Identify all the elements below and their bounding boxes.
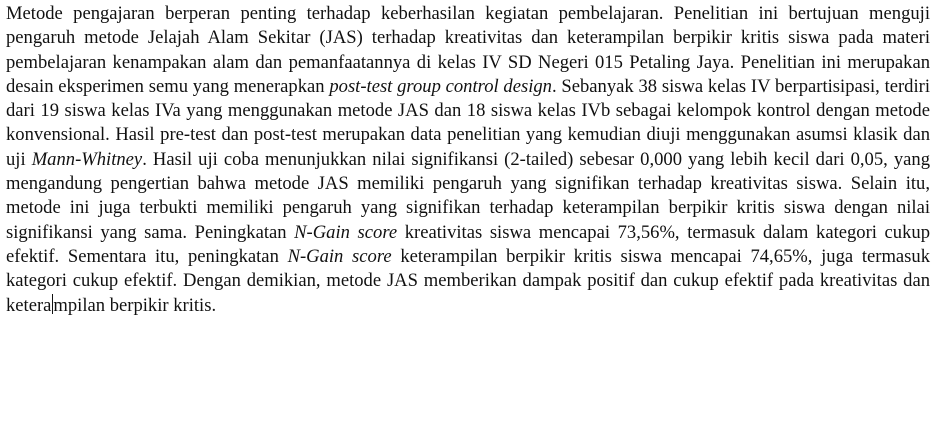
abstract-text: keterampilan berpikir kritis siswa mencapai 74,65%, juga termasuk kategori cukup efektif. Dengan demikian, metode JAS memberikan dampak positif dan cukup efektif pada kreativitas dan ketera bbox=[6, 245, 930, 316]
abstract-italic-term: N-Gain score bbox=[294, 221, 398, 243]
abstract-italic-term: post-test group control design bbox=[329, 75, 552, 97]
abstract-text: kreativitas siswa mencapai 73,56%, termasuk dalam kategori cukup efektif. Sementara itu, peningkatan bbox=[6, 221, 930, 267]
abstract-text: Metode pengajaran berperan penting terhadap keberhasilan kegiatan pembelajaran. Penelitian ini bertujuan menguji pengaruh metode Jelajah Alam Sekitar (JAS) terhadap kreativitas dan keterampilan berpikir kritis siswa pada materi pembelajaran kenampakan alam dan pemanfaatannya di kelas IV SD Negeri 015 Petaling Jaya. Penelitian ini merupakan desain eksperimen semu yang menerapkan bbox=[6, 3, 930, 97]
abstract-italic-term: N-Gain score bbox=[287, 245, 392, 267]
abstract-text: . Sebanyak 38 siswa kelas IV berpartisipasi, terdiri dari 19 siswa kelas IVa yang menggunakan metode JAS dan 18 siswa kelas IVb sebagai kelompok kontrol dengan metode konvensional. Hasil pre-test dan post-test merupakan data penelitian yang kemudian diuji menggunakan asumsi klasik dan uji bbox=[6, 75, 930, 170]
abstract-text: mpilan berpikir kritis. bbox=[53, 294, 217, 316]
abstract-italic-term: Mann-Whitney bbox=[31, 148, 143, 170]
abstract-paragraph bbox=[6, 2, 930, 318]
abstract-text: . Hasil uji coba menunjukkan nilai signifikansi (2-tailed) sebesar 0,000 yang lebih kecil dari 0,05, yang mengandung pengertian bahwa metode JAS memiliki pengaruh yang signifikan terhadap kreativitas siswa. Selain itu, metode ini juga terbukti memiliki pengaruh yang signifikan terhadap keterampilan berpikir kritis siswa dengan nilai signifikansi yang sama. Peningkatan bbox=[6, 148, 930, 243]
